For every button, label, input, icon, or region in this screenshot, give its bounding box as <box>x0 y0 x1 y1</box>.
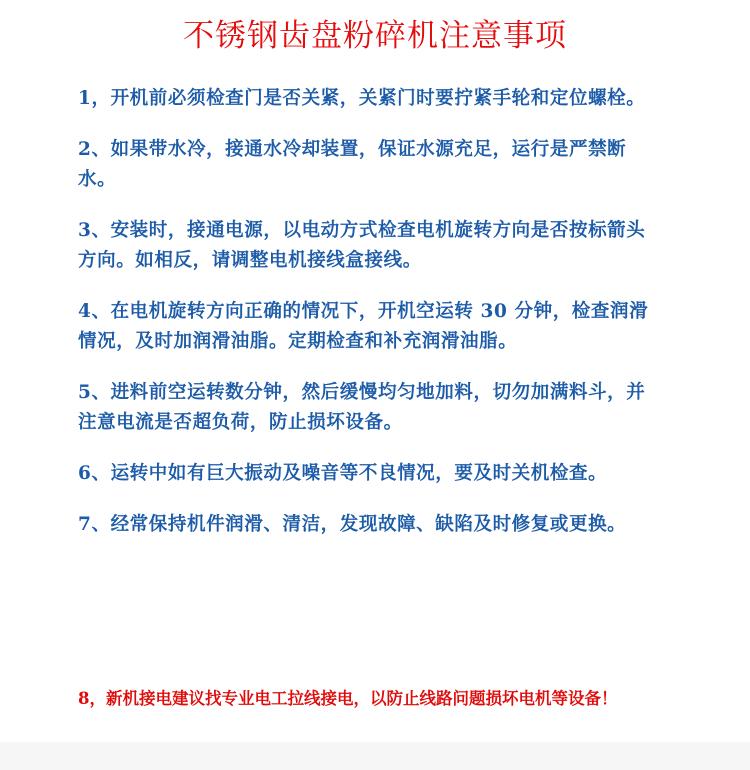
note-item-6: 6、运转中如有巨大振动及噪音等不良情况，要及时关机检查。 <box>78 463 608 484</box>
note-item-1: 1，开机前必须检查门是否关紧，关紧门时要拧紧手轮和定位螺栓。 <box>78 88 646 109</box>
note-item-5: 5、进料前空运转数分钟，然后缓慢均匀地加料，切勿加满料斗，并注意电流是否超负荷，防止损坏设备。 <box>78 382 646 433</box>
warning-text: 8，新机接电建议找专业电工拉线接电，以防止线路问题损坏电机等设备！ <box>78 689 618 708</box>
bottom-band <box>0 742 750 770</box>
note-item-2: 2、如果带水冷，接通水冷却装置，保证水源充足，运行是严禁断水。 <box>78 139 627 190</box>
notes-list <box>78 84 650 561</box>
page-title: 不锈钢齿盘粉碎机注意事项 <box>183 18 567 54</box>
note-item-4: 4、在电机旋转方向正确的情况下，开机空运转 30 分钟，检查润滑情况，及时加润滑油脂。定期检查和补充润滑油脂。 <box>78 301 649 352</box>
note-item-7: 7、经常保持机件润滑、清洁，发现故障、缺陷及时修复或更换。 <box>78 514 627 535</box>
note-item-3: 3、安装时，接通电源，以电动方式检查电机旋转方向是否按标箭头方向。如相反，请调整电机接线盒接线。 <box>78 220 646 271</box>
